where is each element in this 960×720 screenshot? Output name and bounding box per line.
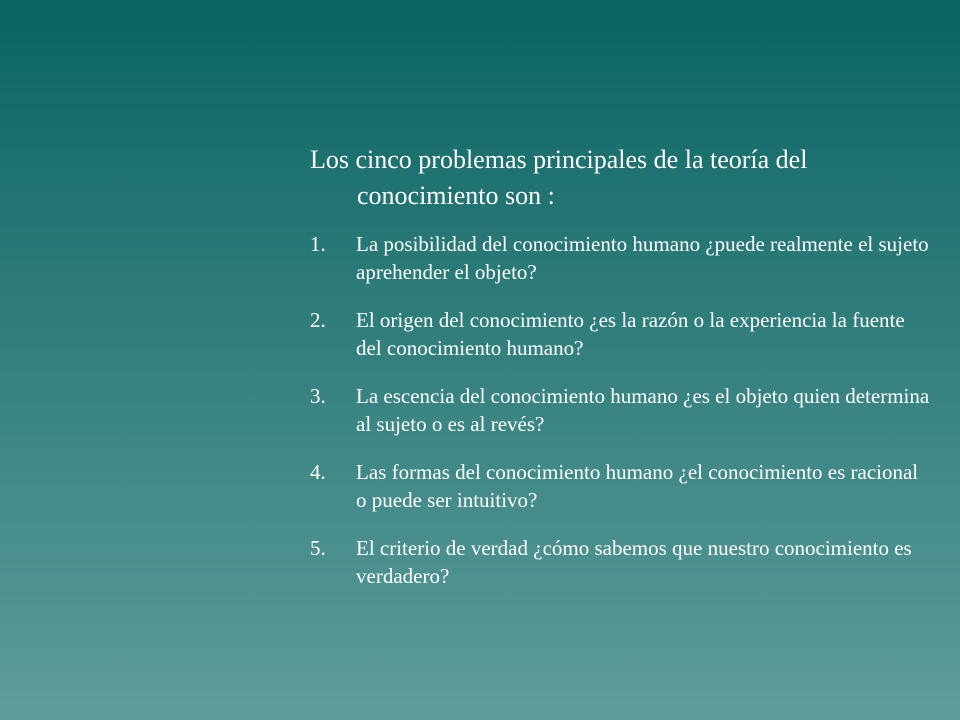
list-item-text: El origen del conocimiento ¿es la razón o la experiencia la fuente del conocimiento humano? [356,308,905,360]
list-item-number: 3. [310,384,326,408]
list-item-text: La posibilidad del conocimiento humano ¿puede realmente el sujeto aprehender el objeto? [356,232,929,284]
slide-heading: Los cinco problemas principales de la teoría del conocimiento son : [310,145,808,210]
list-item-text: El criterio de verdad ¿cómo sabemos que nuestro conocimiento es verdadero? [356,536,912,588]
list-item [310,230,930,286]
list-item-number: 4. [310,460,326,484]
list-item-number: 5. [310,536,326,560]
list-item [310,306,930,362]
list-item-number: 1. [310,232,326,256]
list-item-number: 2. [310,308,326,332]
list-item-text: La escencia del conocimiento humano ¿es el objeto quien determina al sujeto o es al revés? [356,384,930,436]
list-item-text: Las formas del conocimiento humano ¿el conocimiento es racional o puede ser intuitivo? [356,460,919,512]
problem-list [310,230,930,590]
slide-content [310,142,930,610]
list-item [310,458,930,514]
list-item [310,534,930,590]
list-item [310,382,930,438]
